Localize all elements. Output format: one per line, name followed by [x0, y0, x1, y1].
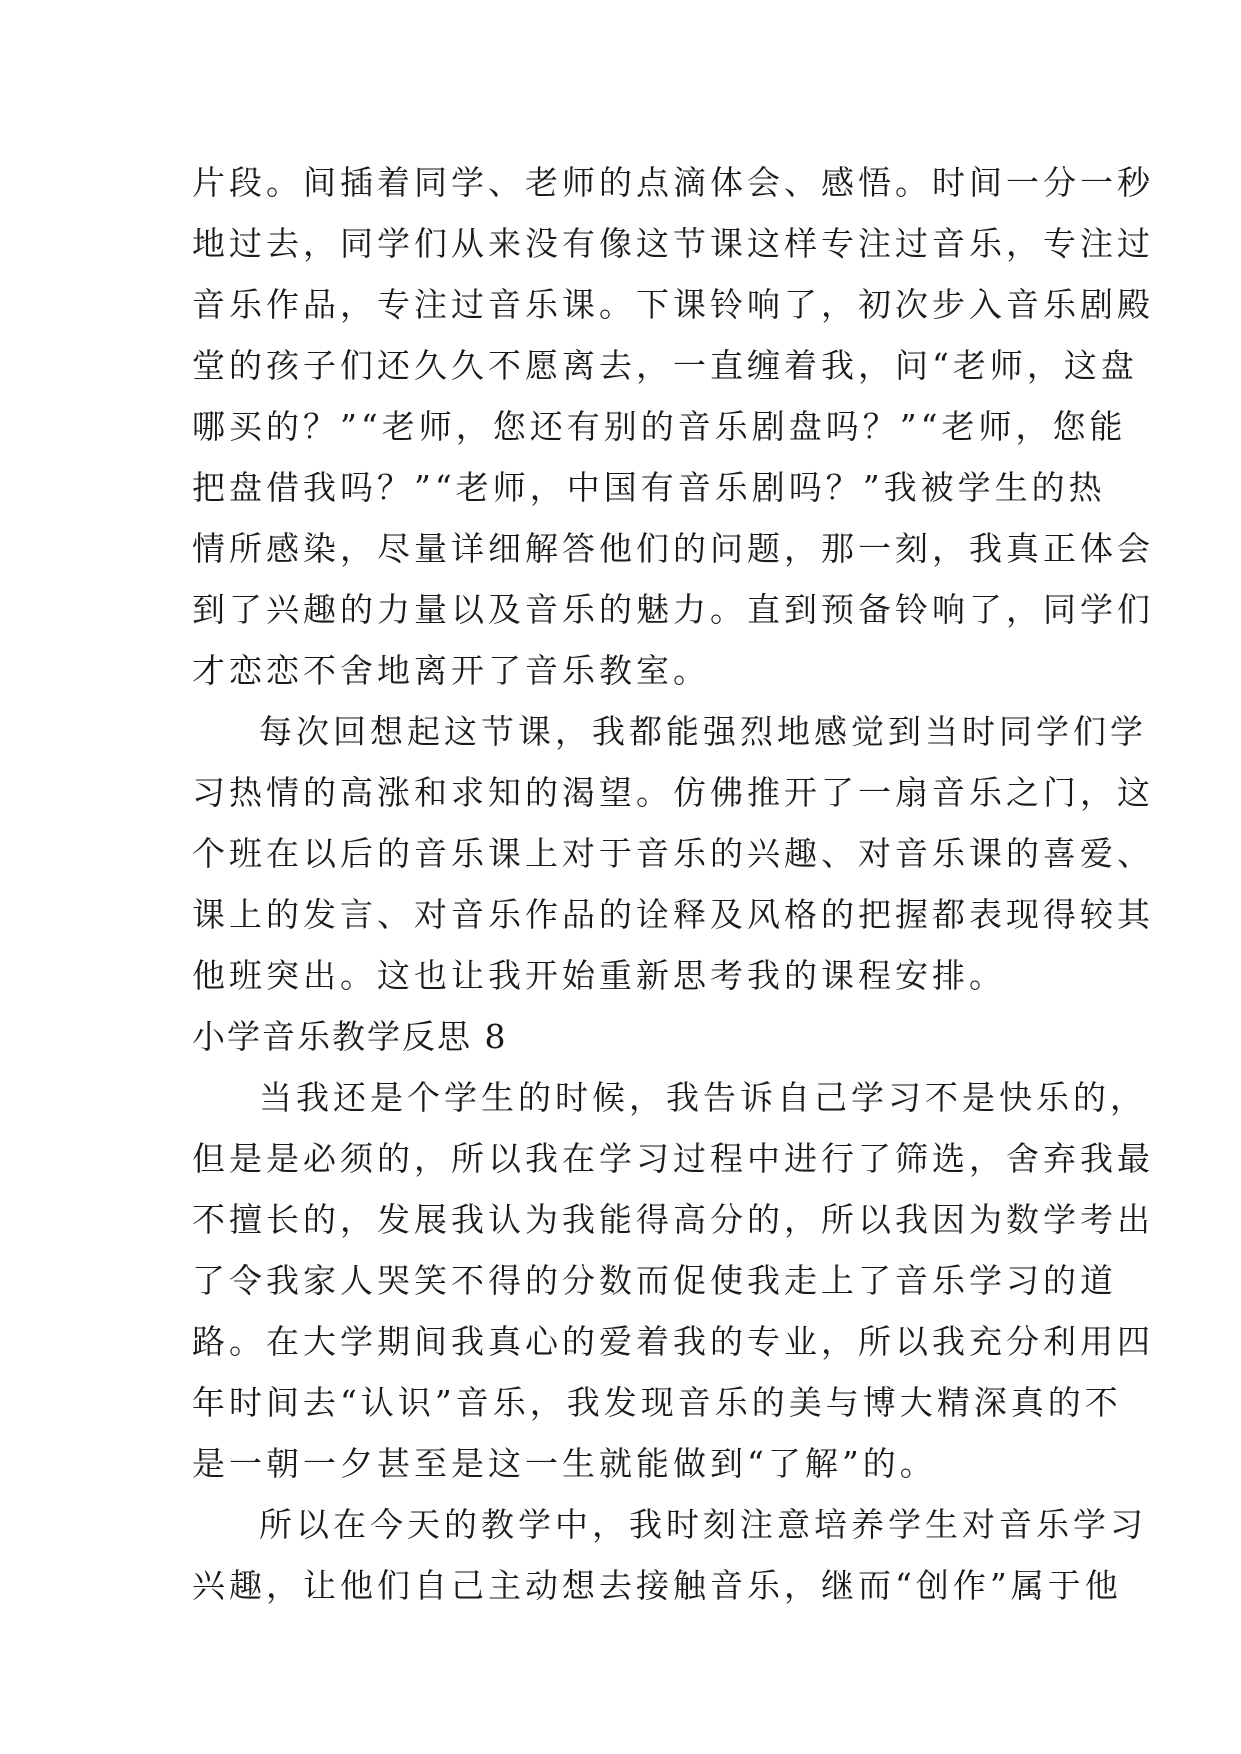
paragraph-3 — [192, 1067, 1154, 1494]
text-line: 到了兴趣的力量以及音乐的魅力。直到预备铃响了，同学们 — [192, 590, 1154, 629]
text-line: 但是是必须的，所以我在学习过程中进行了筛选，舍弃我最 — [192, 1139, 1154, 1178]
text-line: 每次回想起这节课，我都能强烈地感觉到当时同学们学 — [259, 712, 1147, 751]
text-line: 堂的孩子们还久久不愿离去，一直缠着我，问“老师，这盘 — [192, 346, 1138, 385]
text-line: 所以在今天的教学中，我时刻注意培养学生对音乐学习 — [259, 1505, 1147, 1544]
text-line: 情所感染，尽量详细解答他们的问题，那一刻，我真正体会 — [192, 529, 1154, 568]
text-line: 地过去，同学们从来没有像这节课这样专注过音乐，专注过 — [192, 224, 1154, 263]
text-line: 课上的发言、对音乐作品的诠释及风格的把握都表现得较其 — [192, 895, 1154, 934]
section-heading — [192, 1006, 1062, 1067]
document-body — [192, 152, 1154, 1616]
section-title: 小学音乐教学反思 8 — [192, 1017, 508, 1056]
text-line: 习热情的高涨和求知的渴望。仿佛推开了一扇音乐之门，这 — [192, 773, 1154, 812]
text-line: 兴趣，让他们自己主动想去接触音乐，继而“创作”属于他 — [192, 1566, 1122, 1605]
text-line: 路。在大学期间我真心的爱着我的专业，所以我充分利用四 — [192, 1322, 1154, 1361]
text-line: 哪买的？”“老师，您还有别的音乐剧盘吗？”“老师，您能 — [192, 407, 1127, 446]
text-line: 把盘借我吗？”“老师，中国有音乐剧吗？”我被学生的热 — [192, 468, 1106, 507]
text-line: 才恋恋不舍地离开了音乐教室。 — [192, 651, 710, 690]
text-line: 当我还是个学生的时候，我告诉自己学习不是快乐的， — [259, 1078, 1147, 1117]
paragraph-4 — [192, 1494, 1147, 1616]
paragraph-1 — [192, 152, 1154, 701]
text-line: 年时间去“认识”音乐，我发现音乐的美与博大精深真的不 — [192, 1383, 1122, 1422]
text-line: 是一朝一夕甚至是这一生就能做到“了解”的。 — [192, 1444, 937, 1483]
text-line: 他班突出。这也让我开始重新思考我的课程安排。 — [192, 956, 1006, 995]
text-line: 了令我家人哭笑不得的分数而促使我走上了音乐学习的道 — [192, 1261, 1117, 1300]
paragraph-2 — [192, 701, 1154, 1006]
text-line: 片段。间插着同学、老师的点滴体会、感悟。时间一分一秒 — [192, 163, 1154, 202]
text-line: 音乐作品，专注过音乐课。下课铃响了，初次步入音乐剧殿 — [192, 285, 1154, 324]
text-line: 个班在以后的音乐课上对于音乐的兴趣、对音乐课的喜爱、 — [192, 834, 1154, 873]
text-line: 不擅长的，发展我认为我能得高分的，所以我因为数学考出 — [192, 1200, 1154, 1239]
